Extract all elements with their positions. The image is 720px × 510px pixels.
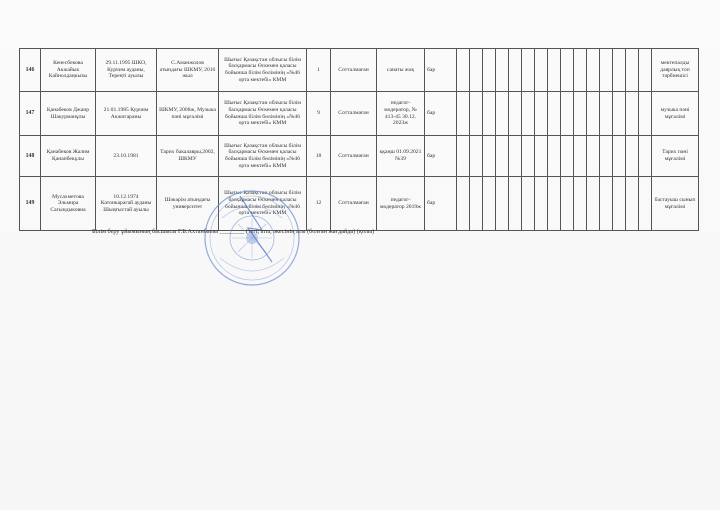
workplace: Шығыс Қазақстан облысы білім басқармасы Өскемен қаласы бойынша білім бөлімінің «№46 орта мектебі» КММ: [219, 49, 307, 92]
subject: музыка пәні мұғалімі: [652, 92, 699, 136]
conviction-status: Сотталмаған: [331, 177, 377, 231]
qualification-category: санаты жоқ: [377, 49, 425, 92]
workplace: Шығыс Қазақстан облысы білім басқармасы Өскемен қаласы бойынша білім бөлімінің «№46 орта мектебі» КММ: [219, 177, 307, 231]
birth-info: 29.11.1995 ШКО, Курчим ауданы, Тереңті ауылы: [96, 49, 157, 92]
experience: 1: [307, 49, 331, 92]
birth-info: 21.01.1985 Курчим Акжигараны: [96, 92, 157, 136]
certificate-mark: бар: [425, 92, 457, 136]
qualification-category: ққаңш 01.09.2021 №39: [377, 136, 425, 177]
row-number: 149: [20, 177, 41, 231]
table-row: [20, 177, 699, 231]
row-number: 146: [20, 49, 41, 92]
teacher-name: Қанабеков Джаир Шакурманұлы: [41, 92, 96, 136]
teacher-name: Қанабеков Жалим Қанапбекұлы: [41, 136, 96, 177]
education: С.Аманжолов атындағы ШКМУ, 2016 жыл: [157, 49, 219, 92]
certificate-mark: бар: [425, 49, 457, 92]
education: ШКМУ, 2008ж, Музыка пәні мұғалімі: [157, 92, 219, 136]
table-row: [20, 49, 699, 92]
experience: 9: [307, 92, 331, 136]
education: Шәкәрім атындағы университет: [157, 177, 219, 231]
row-number: 147: [20, 92, 41, 136]
certificate-mark: бар: [425, 177, 457, 231]
experience: 12: [307, 177, 331, 231]
teacher-name: Мусахметова Эльмира Сагындыковна: [41, 177, 96, 231]
birth-info: 23.10.1981: [96, 136, 157, 177]
official-seal-icon: [202, 188, 302, 288]
birth-info: 10.12.1974 Катонкарагай ауданы Шыңғыстай ауылы: [96, 177, 157, 231]
qualification-category: педагог-модератор 2019ж: [377, 177, 425, 231]
workplace: Шығыс Қазақстан облысы білім басқармасы Өскемен қаласы бойынша білім бөлімінің «№46 орта мектебі» КММ: [219, 136, 307, 177]
experience: 18: [307, 136, 331, 177]
conviction-status: Сотталмаған: [331, 92, 377, 136]
subject: бастауыш сынып мұғалімі: [652, 177, 699, 231]
conviction-status: Сотталмаған: [331, 49, 377, 92]
subject: мектепалды даярлық топ тәрбиешісі: [652, 49, 699, 92]
signature-footer: Білім беру ұйымының басшысы Г.Б.Ахтанбаева ________ (тегі, аты, әкесінің аты (болған жағдайда) (қолы): [92, 228, 375, 235]
workplace: Шығыс Қазақстан облысы білім басқармасы Өскемен қаласы бойынша білім бөлімінің «№46 орта мектебі» КММ: [219, 92, 307, 136]
conviction-status: Сотталмаған: [331, 136, 377, 177]
table-row: [20, 92, 699, 136]
education: Тарих бакалавры,2002, ШКМУ: [157, 136, 219, 177]
qualification-category: педагог-модератор, № 413-45 30.12. 2023ж: [377, 92, 425, 136]
row-number: 148: [20, 136, 41, 177]
table-row: [20, 136, 699, 177]
teachers-table: [19, 48, 699, 231]
certificate-mark: бар: [425, 136, 457, 177]
subject: Тарих пәні мұғалімі: [652, 136, 699, 177]
teacher-name: Кенесбекова Акжайык Кайнолдаңкызы: [41, 49, 96, 92]
